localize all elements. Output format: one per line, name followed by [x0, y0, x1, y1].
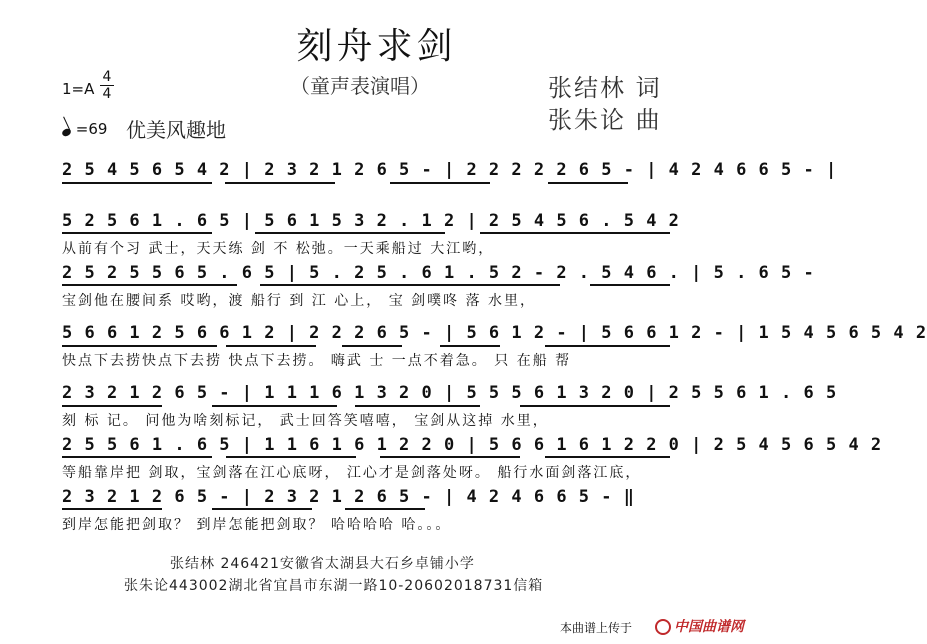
score-notes-row: 2 5 2 5 5 6 5 . 6 5 | 5 . 2 5 . 6 1 . 5 2 - 2 . 5 4 6 . | 5 . 6 5 - — [62, 263, 815, 283]
lyrics-row: 等船靠岸把 剑取，宝剑落在江心底呀， 江心才是剑落处呀。 船行水面剑落江底， — [62, 465, 642, 481]
score-notes-row: 2 5 4 5 6 5 4 2 | 2 3 2 1 2 6 5 - | 2 2 2 2 2 6 5 - | 4 2 4 6 6 5 - | — [62, 160, 838, 180]
lyrics-row: 到岸怎能把剑取？ 到岸怎能把剑取？ 哈哈哈哈 哈。。。 — [62, 517, 452, 533]
site-logo[interactable] — [655, 616, 744, 636]
key-signature: 1=A — [62, 80, 95, 98]
expression-marking: 优美风趣地 — [126, 118, 226, 142]
score-notes-row: 2 5 5 6 1 . 6 5 | 1 1 6 1 6 1 2 2 0 | 5 6 6 1 6 1 2 2 0 | 2 5 4 5 6 5 4 2 — [62, 435, 883, 455]
time-signature-bottom: 4 — [102, 86, 112, 102]
tempo-value: =69 — [75, 120, 108, 138]
lyrics-row: 从前有个习 武士，天天练 剑 不 松弛。一天乘船过 大江哟， — [62, 241, 495, 257]
score-notes-row: 5 6 6 1 2 5 6 6 1 2 | 2 2 2 6 5 - | 5 6 1 2 - | 5 6 6 1 2 - | 1 5 4 5 6 5 4 2 — [62, 323, 927, 343]
page-title: 刻舟求剑 — [296, 26, 457, 67]
time-signature — [100, 70, 114, 101]
score-notes-row: 2 3 2 1 2 6 5 - | 1 1 1 6 1 3 2 0 | 5 5 5 6 1 3 2 0 | 2 5 5 6 1 . 6 5 — [62, 383, 838, 403]
subtitle: （童声表演唱） — [290, 74, 430, 98]
composer-credit: 张朱论 曲 — [548, 106, 662, 134]
lyricist-credit: 张结林 词 — [548, 74, 662, 102]
score-notes-row: 2 3 2 1 2 6 5 - | 2 3 2 1 2 6 5 - | 4 2 4 6 6 5 - ‖ — [62, 487, 635, 507]
lyricist-address: 张结林 246421安徽省太湖县大石乡卓铺小学 — [170, 556, 475, 572]
site-name: 中国曲谱网 — [674, 619, 744, 635]
upload-label: 本曲谱上传于 — [560, 621, 633, 635]
time-signature-top: 4 — [102, 69, 112, 85]
composer-address: 张朱论443002湖北省宜昌市东湖一路10-20602018731信箱 — [124, 578, 544, 594]
lyrics-row: 宝剑他在腰间系 哎哟，渡 船行 到 江 心上， 宝 剑噗咚 落 水里， — [62, 293, 537, 309]
quarter-note-icon — [61, 127, 72, 137]
site-logo-icon — [655, 619, 671, 635]
lyrics-row: 刻 标 记。 问他为啥刻标记， 武士回答笑嘻嘻， 宝剑从这掉 水里， — [62, 413, 549, 429]
tempo-marking — [62, 120, 107, 138]
lyrics-row: 快点下去捞快点下去捞 快点下去捞。 嗨武 士 一点不着急。 只 在船 帮 — [62, 353, 572, 369]
score-notes-row: 5 2 5 6 1 . 6 5 | 5 6 1 5 3 2 . 1 2 | 2 5 4 5 6 . 5 4 2 — [62, 211, 680, 231]
